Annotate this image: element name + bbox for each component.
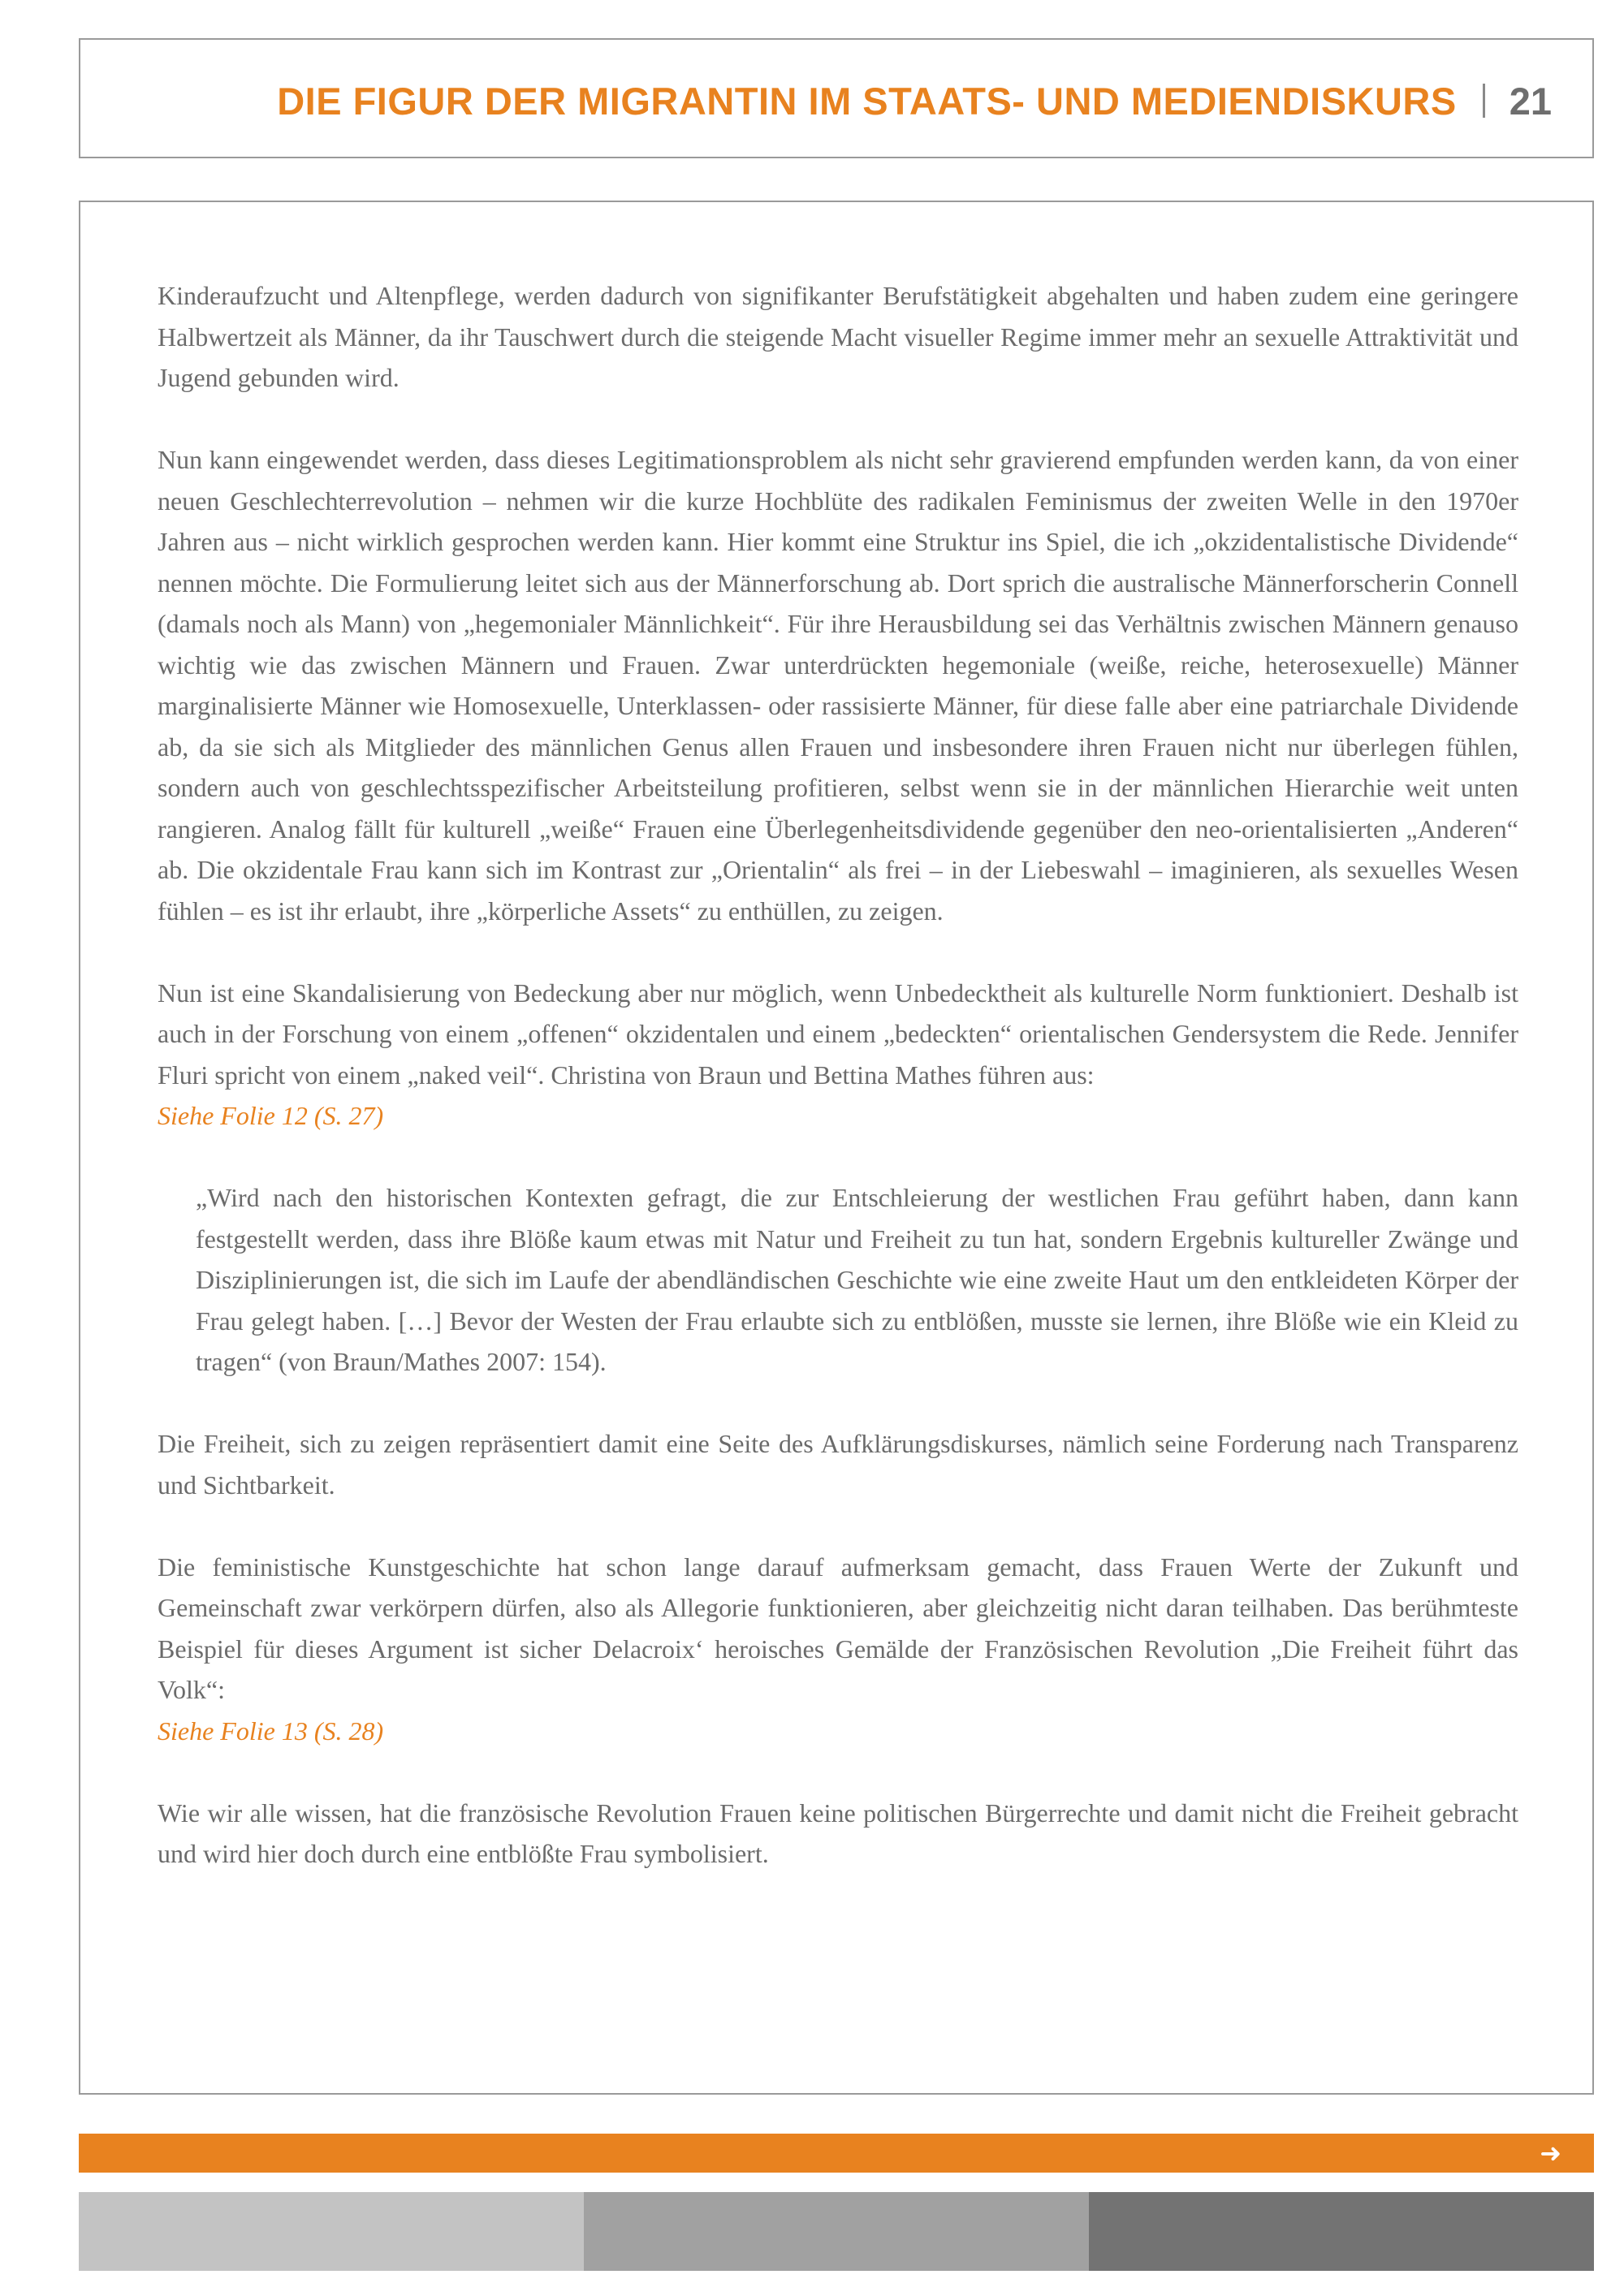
paragraph-6: Wie wir alle wissen, hat die französische Revolution Frauen keine politischen Bürgerrechte und damit nicht die Freiheit gebracht und wird hier doch durch eine entblößte Frau symbolisiert. (158, 1798, 1518, 1868)
footer-nav-bar (79, 2134, 1594, 2173)
footer-strip-mid (584, 2192, 1089, 2271)
next-page-arrow-icon[interactable]: ➜ (1540, 2138, 1561, 2169)
paragraph-1: Kinderaufzucht und Altenpflege, werden dadurch von signifikanter Berufstätigkeit abgehalten und haben zudem eine geringere Halbwertzeit als Männer, da ihr Tauschwert durch die steigende Macht visueller Regime immer mehr an sexuelle Attraktivität und Jugend gebunden wird. (158, 281, 1518, 392)
footer-strip-dark (1089, 2192, 1594, 2271)
header-divider (1483, 84, 1485, 118)
paragraph-4: Die Freiheit, sich zu zeigen repräsentiert damit eine Seite des Aufklärungsdiskurses, nämlich seine Forderung nach Transparenz und Sichtbarkeit. (158, 1429, 1518, 1500)
block-quote: „Wird nach den historischen Kontexten gefragt, die zur Entschleierung der westlichen Frau geführt haben, dann kann festgestellt werden, dass ihre Blöße kaum etwas mit Natur und Freiheit zu tun hat, sondern Ergebnis kultureller Zwänge und Disziplinierungen ist, die sich im Laufe der abendländischen Geschichte wie eine zweite Haut um den entkleideten Körper der Frau gelegt haben. […] Bevor der Westen der Frau erlaubte sich zu entblößen, musste sie lernen, ihre Blöße wie ein Kleid zu tragen“ (von Braun/Mathes 2007: 154). (196, 1183, 1518, 1376)
slide-reference-link[interactable]: Siehe Folie 12 (S. 27) (158, 1101, 384, 1130)
paragraph-5: Die feministische Kunstgeschichte hat schon lange darauf aufmerksam gemacht, dass Frauen Werte der Zukunft und Gemeinschaft zwar verkörpern dürfen, also als Allegorie funktionieren, aber gleichzeitig nicht daran teilhaben. Das berühmteste Beispiel für dieses Argument ist sicher Delacroix‘ heroisches Gemälde der Französischen Revolution „Die Freiheit führt das Volk“: (158, 1552, 1518, 1704)
paragraph-2: Nun kann eingewendet werden, dass dieses Legitimationsproblem als nicht sehr gravierend empfunden werden kann, da von einer neuen Geschlechterrevolution – nehmen wir die kurze Hochblüte des radikalen Feminismus der zweiten Welle in den 1970er Jahren aus – nicht wirklich gesprochen werden kann. Hier kommt eine Struktur ins Spiel, die ich „okzidentalistische Dividende“ nennen möchte. Die Formulierung leitet sich aus der Männerforschung ab. Dort sprich die australische Männerforscherin Connell (damals noch als Mann) von „hegemonialer Männlichkeit“. Für ihre Herausbildung sei das Verhältnis zwischen Männern genauso wichtig wie das zwischen Männern und Frauen. Zwar unterdrückten hegemoniale (weiße, reiche, heterosexuelle) Männer marginalisierte Männer wie Homosexuelle, Unterklassen- oder rassisierte Männer, für diese falle aber eine patriarchale Dividende ab, da sie sich als Mitglieder des männlichen Genus allen Frauen und insbesondere ihren Frauen nicht nur überlegen fühlen, sondern auch von geschlechtsspezifischer Arbeitsteilung profitieren, selbst wenn sie in der männlichen Hierarchie weit unten rangieren. Analog fällt für kulturell „weiße“ Frauen eine Überlegenheitsdividende gegenüber den neo-orientalisierten „Anderen“ ab. Die okzidentale Frau kann sich im Kontrast zur „Orientalin“ als frei – in der Liebeswahl – imaginieren, als sexuelles Wesen fühlen – es ist ihr erlaubt, ihre „körperliche Assets“ zu enthüllen, zu zeigen. (158, 445, 1518, 926)
body-text (158, 275, 1518, 1915)
page-header (79, 38, 1594, 158)
header-bar (277, 79, 1552, 123)
page-number: 21 (1509, 79, 1552, 123)
paragraph-3: Nun ist eine Skandalisierung von Bedeckung aber nur möglich, wenn Unbedecktheit als kulturelle Norm funktioniert. Deshalb ist auch in der Forschung von einem „offenen“ okzidentalen und einem „bedeckten“ orientalischen Gendersystem die Rede. Jennifer Fluri spricht von einem „naked veil“. Christina von Braun und Bettina Mathes führen aus: (158, 978, 1518, 1090)
slide-reference-link[interactable]: Siehe Folie 13 (S. 28) (158, 1716, 384, 1746)
footer-strip-light (79, 2192, 584, 2271)
chapter-title: DIE FIGUR DER MIGRANTIN IM STAATS- UND MEDIENDISKURS (277, 79, 1457, 123)
content-frame (79, 201, 1594, 2095)
